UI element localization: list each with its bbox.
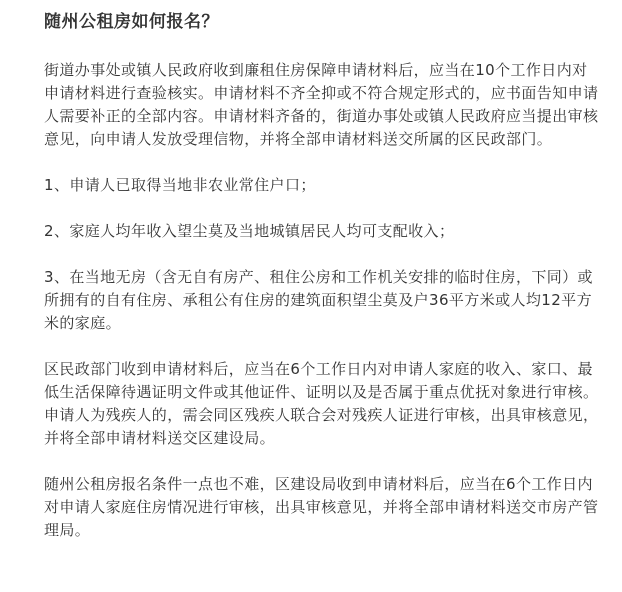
paragraph-condition-3: 3、在当地无房（含无自有房产、租住公房和工作机关安排的临时住房，下同）或所拥有的自有住房、承租公有住房的建筑面积望尘莫及户36平方米或人均12平方米的家庭。	[44, 268, 593, 332]
paragraph-construction-review: 随州公租房报名条件一点也不难，区建设局收到申请材料后，应当在6个工作日内对申请人家庭住房情况进行审核，出具审核意见，并将全部申请材料送交市房产管理局。	[44, 475, 599, 539]
paragraph-condition-1: 1、申请人已取得当地非农业常住户口；	[44, 176, 316, 194]
paragraph-intro: 街道办事处或镇人民政府收到廉租住房保障申请材料后，应当在10个工作日内对申请材料进行查验核实。申请材料不齐全抑或不符合规定形式的，应书面告知申请人需要补正的全部内容。申请材料齐备的，街道办事处或镇人民政府应当提出审核意见，向申请人发放受理信物，并将全部申请材料送交所属的区民政部门。	[44, 61, 599, 148]
article-title: 随州公租房如何报名？	[44, 12, 219, 32]
paragraph-condition-2: 2、家庭人均年收入望尘莫及当地城镇居民人均可支配收入；	[44, 222, 455, 240]
paragraph-civil-affairs-review: 区民政部门收到申请材料后，应当在6个工作日内对申请人家庭的收入、家口、最低生活保障待遇证明文件或其他证件、证明以及是否属于重点优抚对象进行审核。申请人为残疾人的，需会同区残疾人联合会对残疾人证进行审核，出具审核意见，并将全部申请材料送交区建设局。	[44, 360, 599, 447]
